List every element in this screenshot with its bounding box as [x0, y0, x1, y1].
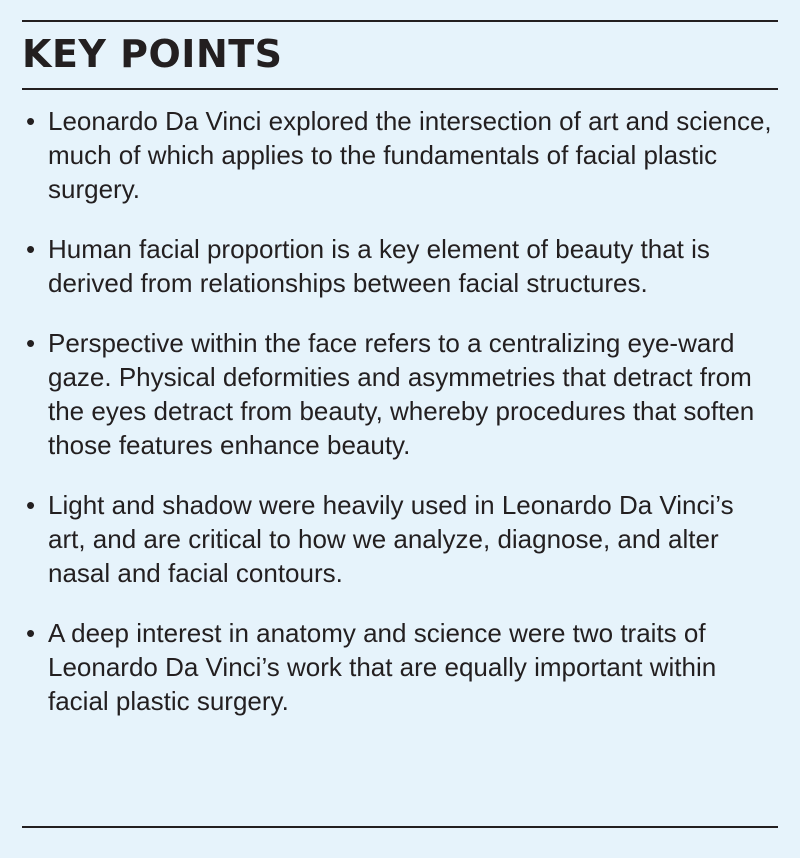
bullet-icon: • — [26, 106, 36, 136]
key-point-item — [22, 104, 772, 206]
key-point-text: A deep interest in anatomy and science were two traits of Leonardo Da Vinci’s work that are equally important within facial plastic surgery. — [48, 618, 717, 716]
bullet-icon: • — [26, 618, 36, 648]
key-point-text: Light and shadow were heavily used in Leonardo Da Vinci’s art, and are critical to how we analyze, diagnose, and alter nasal and facial contours. — [48, 490, 734, 588]
key-points-list — [22, 104, 772, 744]
bullet-icon: • — [26, 234, 36, 264]
bullet-icon: • — [26, 328, 36, 358]
key-point-text: Perspective within the face refers to a centralizing eye-ward gaze. Physical deformities and asymmetries that detract from the eyes detract from beauty, whereby procedures that soften those features enhance beauty. — [48, 328, 755, 460]
top-rule — [22, 20, 778, 22]
heading-divider — [22, 88, 778, 90]
key-point-text: Leonardo Da Vinci explored the intersection of art and science, much of which applies to the fundamentals of facial plastic surgery. — [48, 106, 772, 204]
key-point-item — [22, 326, 772, 462]
bullet-icon: • — [26, 490, 36, 520]
key-point-item — [22, 488, 772, 590]
key-point-item — [22, 616, 772, 718]
bottom-rule — [22, 826, 778, 828]
key-point-text: Human facial proportion is a key element of beauty that is derived from relationships between facial structures. — [48, 234, 710, 298]
key-points-heading: KEY POINTS — [22, 32, 283, 76]
key-point-item — [22, 232, 772, 300]
